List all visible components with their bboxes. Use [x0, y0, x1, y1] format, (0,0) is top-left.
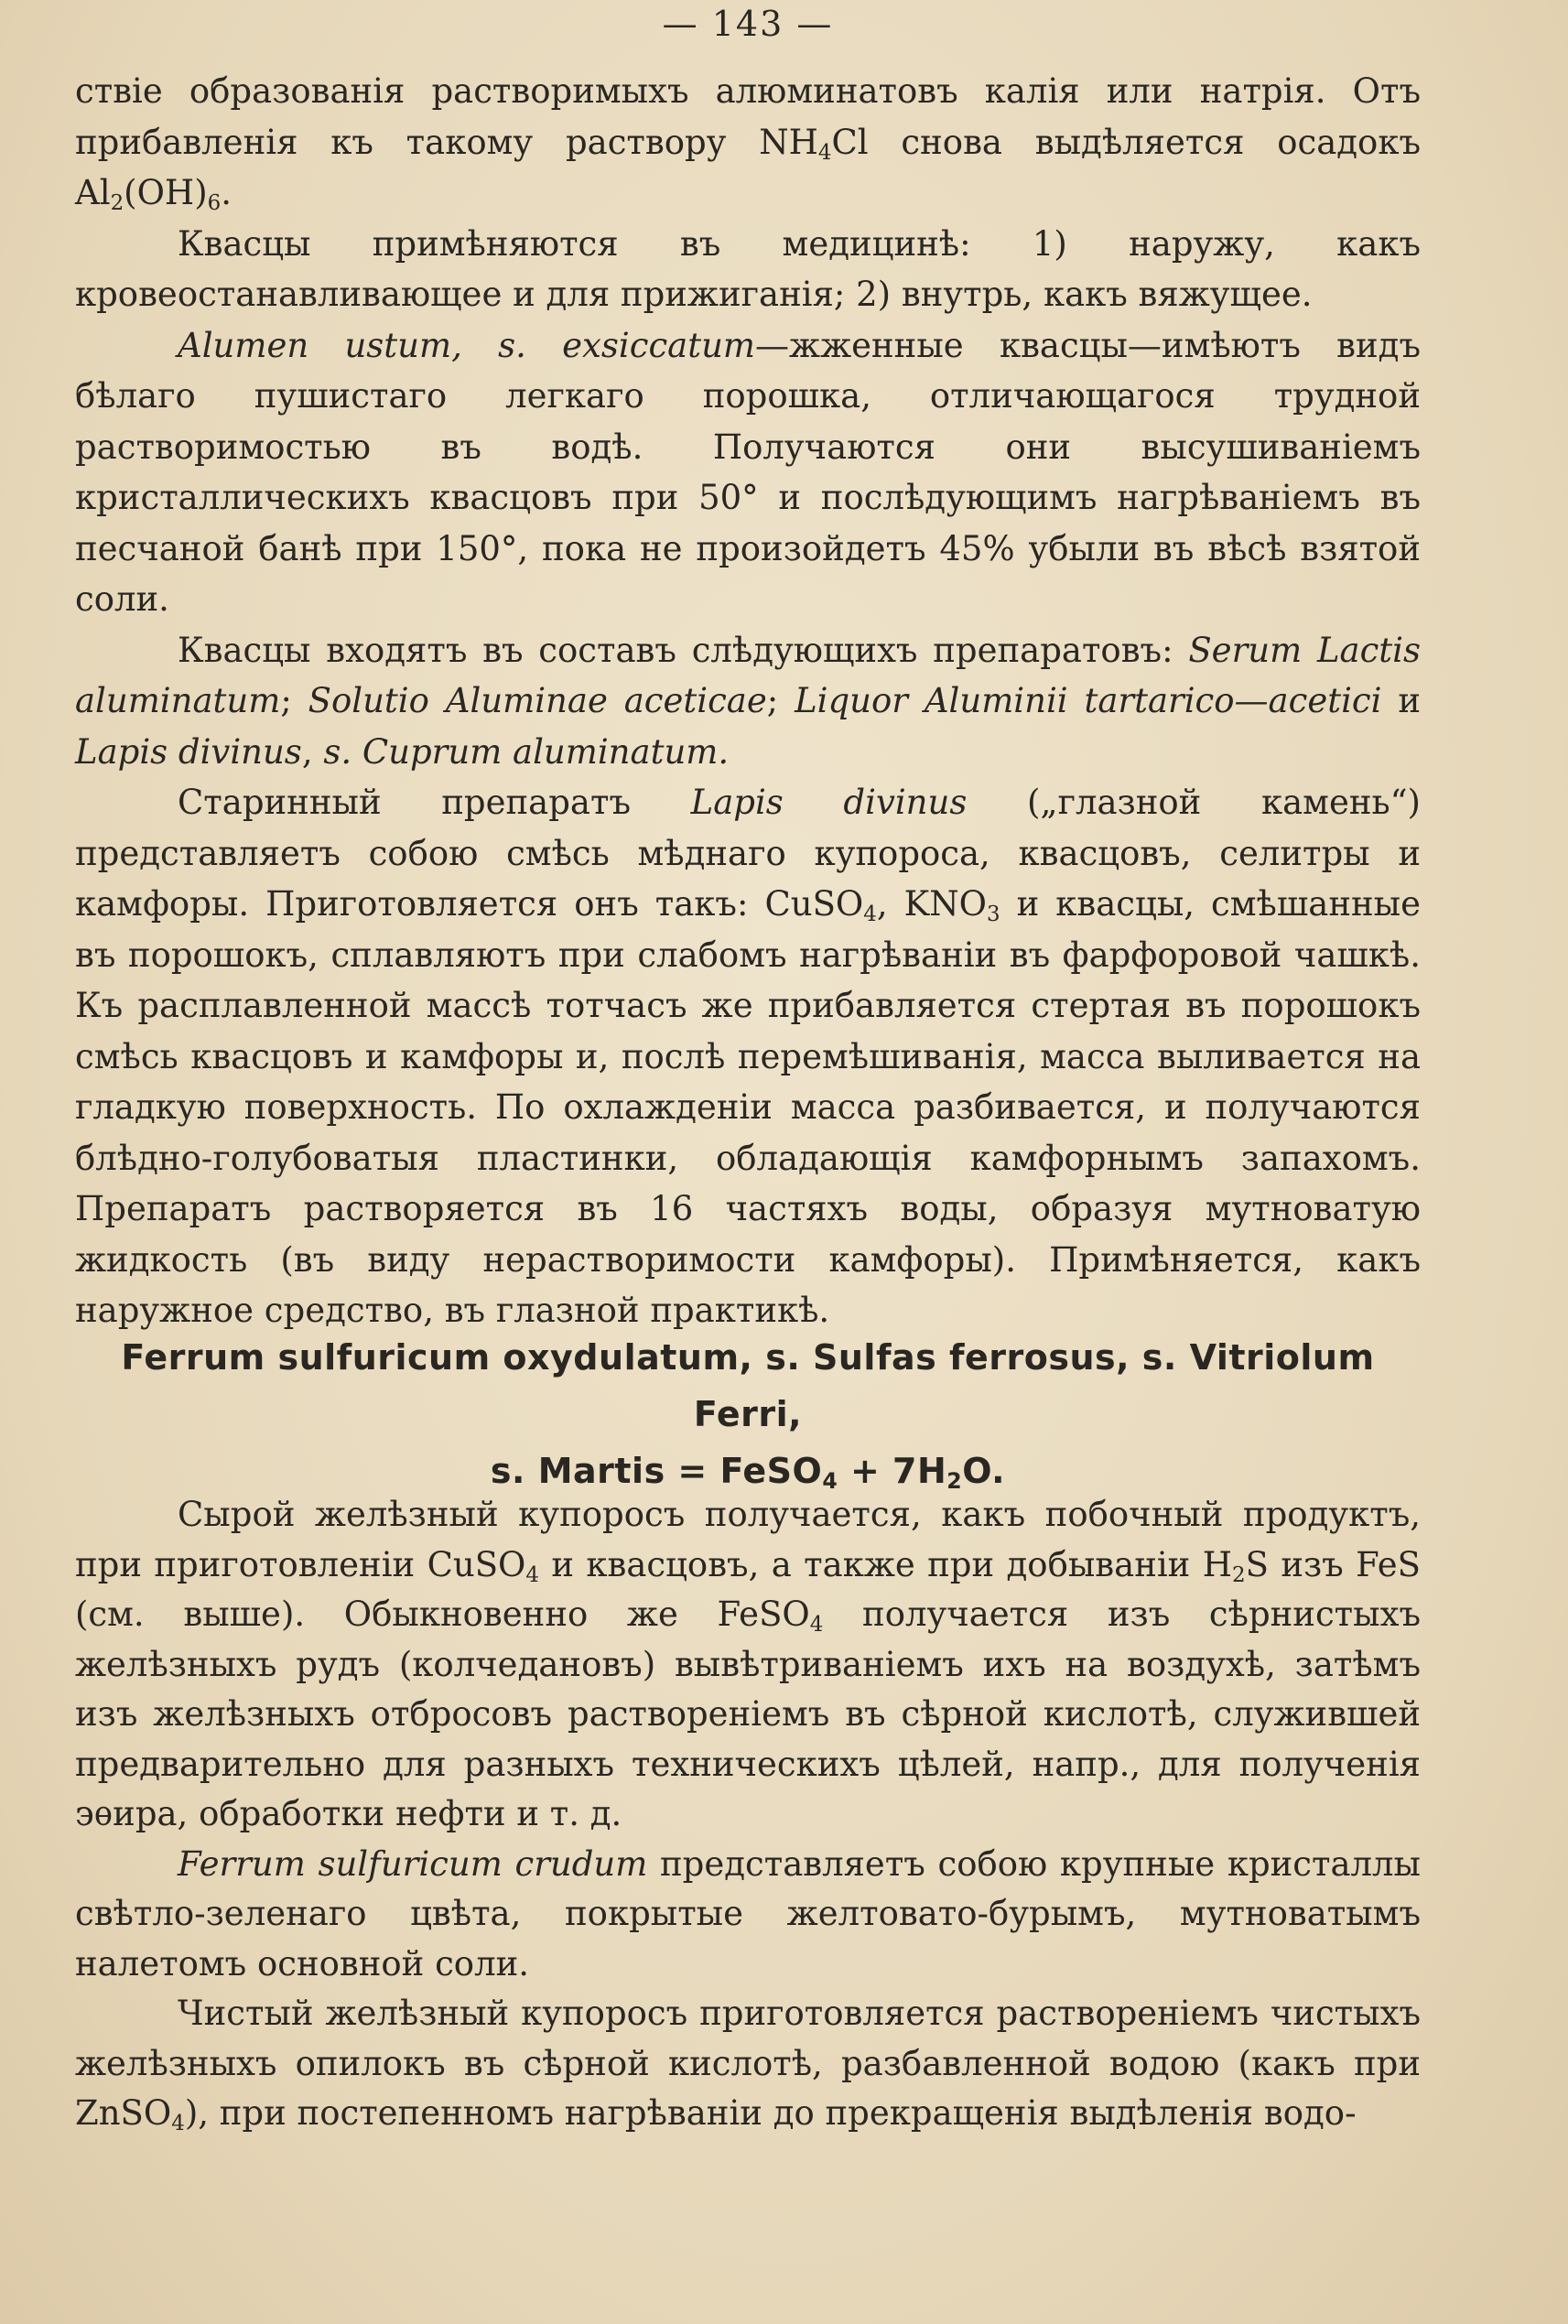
latin-term: Alumen ustum, s. exsiccatum: [178, 325, 756, 365]
text-run: s. Martis = FeSO: [490, 1451, 823, 1491]
section-heading-line-1: Ferrum sulfuricum oxydulatum, s. Sulfas ferrosus, s. Vitriolum Ferri,: [121, 1337, 1375, 1434]
text-run: ), при постепенномъ нагрѣваніи до прекращенія выдѣленія водо-: [184, 2093, 1357, 2133]
text-run: Квасцы примѣняются въ медицинѣ: 1) наружу, какъ кровеостанавливающее и для прижиганія; 2) внутрь, какъ вяжущее.: [75, 223, 1421, 314]
paragraph: [75, 1989, 1421, 2139]
text-run: Cl снова выдѣляется осадокъ Al: [75, 122, 1421, 212]
subscript: 3: [987, 903, 1000, 926]
latin-term: Lapis divinus: [75, 731, 302, 772]
subscript: 2: [110, 191, 124, 215]
text-run: Квасцы входятъ въ составъ слѣдующихъ препаратовъ:: [178, 630, 1189, 670]
paragraph: [75, 219, 1421, 320]
paragraph: [75, 320, 1421, 625]
latin-term: Serum Lactis aluminatum: [75, 630, 1421, 720]
text-run: ;: [766, 681, 795, 720]
text-run: ,: [301, 731, 324, 772]
latin-term: Liquor Aluminii tartarico—acetici: [795, 681, 1382, 720]
subscript: 2: [946, 1468, 963, 1494]
text-run: представляетъ собою крупные кристаллы свѣтло-зеленаго цвѣта, покрытые желтовато-бурымъ, мутноватымъ налетомъ основной соли.: [75, 1843, 1422, 1984]
body-text: [75, 66, 1421, 1336]
text-run: и: [1381, 681, 1421, 720]
latin-term: Solutio Aluminae aceticae: [308, 681, 767, 720]
text-run: ствіе образованія растворимыхъ алюминатовъ калія или натрія. Отъ прибавленія къ такому раствору NH: [75, 71, 1421, 162]
latin-term: Ferrum sulfuricum crudum: [178, 1843, 648, 1884]
section-body-text: [75, 1490, 1421, 2139]
text-run: и квасцы, смѣшанные въ порошокъ, сплавляютъ при слабомъ нагрѣваніи въ фарфоровой чашкѣ. Къ расплавленной массѣ тотчасъ же прибавляется стертая въ порошокъ смѣсь квасцовъ и камфоры и, послѣ перемѣшиванія, масса выливается на гладкую поверхность. По охлажденіи масса разбивается, и получаются блѣдно-голубоватыя пластинки, обладающія камфорнымъ запахомъ. Препаратъ растворяется въ 16 частяхъ воды, образуя мутноватую жидкость (въ виду нерастворимости камфоры). Примѣняется, какъ наружное средство, въ глазной практикѣ.: [75, 884, 1421, 1330]
text-run: и квасцовъ, а также при добываніи H: [538, 1544, 1232, 1584]
text-run: Чистый желѣзный купоросъ приготовляется раствореніемъ чистыхъ желѣзныхъ опилокъ въ сѣрной кислотѣ, разбавленной водою (какъ при ZnSO: [75, 1994, 1421, 2133]
paragraph: [75, 66, 1421, 219]
text-run: (OH): [124, 173, 208, 212]
text-run: + 7H: [838, 1451, 947, 1491]
text-run: —жженные квасцы—имѣютъ видъ бѣлаго пушистаго легкаго порошка, отличающагося трудной растворимостью въ водѣ. Получаются они высушиваніемъ кристаллическихъ квасцовъ при 50° и послѣдующимъ нагрѣваніемъ въ песчаной банѣ при 150°, пока не произойдетъ 45% убыли въ вѣсѣ взятой соли.: [75, 325, 1421, 619]
subscript: 4: [809, 1613, 824, 1637]
text-run: („глазной камень“) представляетъ собою смѣсь мѣднаго купороса, квасцовъ, селитры и камфоры. Приготовляется онъ такъ: CuSO: [75, 783, 1421, 924]
section-heading: [75, 1329, 1421, 1499]
paragraph: [75, 625, 1421, 778]
paragraph: [75, 1840, 1421, 1990]
text-run: .: [221, 173, 232, 212]
paragraph: [75, 1490, 1421, 1840]
subscript: 4: [817, 140, 832, 165]
subscript: 2: [1232, 1562, 1246, 1587]
page-number: — 143 —: [662, 4, 834, 44]
text-run: ;: [280, 681, 308, 720]
text-run: получается изъ сѣрнистыхъ желѣзныхъ рудъ (колчедановъ) вывѣтриваніемъ ихъ на воздухѣ, затѣмъ изъ желѣзныхъ отбросовъ раствореніемъ въ сѣрной кислотѣ, служившей предварительно для разныхъ техническихъ цѣлей, напр., для полученія эѳира, обработки нефти и т. д.: [75, 1594, 1421, 1833]
paragraph: [75, 777, 1421, 1336]
subscript: 4: [863, 903, 877, 926]
subscript: 6: [207, 191, 222, 215]
latin-term: s. Cuprum aluminatum.: [323, 731, 730, 772]
subscript: 4: [525, 1562, 539, 1587]
book-page: [75, 0, 1421, 2324]
text-run: O.: [962, 1451, 1006, 1491]
text-run: , KNO: [876, 884, 987, 924]
latin-term: Lapis divinus: [690, 783, 968, 822]
text-run: Сырой желѣзный купоросъ получается, какъ побочный продуктъ, при приготовленіи CuSO: [75, 1495, 1421, 1584]
text-run: S изъ FeS (см. выше). Обыкновенно же FeSO: [75, 1544, 1421, 1634]
text-run: Старинный препаратъ: [178, 783, 691, 822]
subscript: 4: [171, 2112, 185, 2135]
subscript: 4: [822, 1468, 838, 1494]
